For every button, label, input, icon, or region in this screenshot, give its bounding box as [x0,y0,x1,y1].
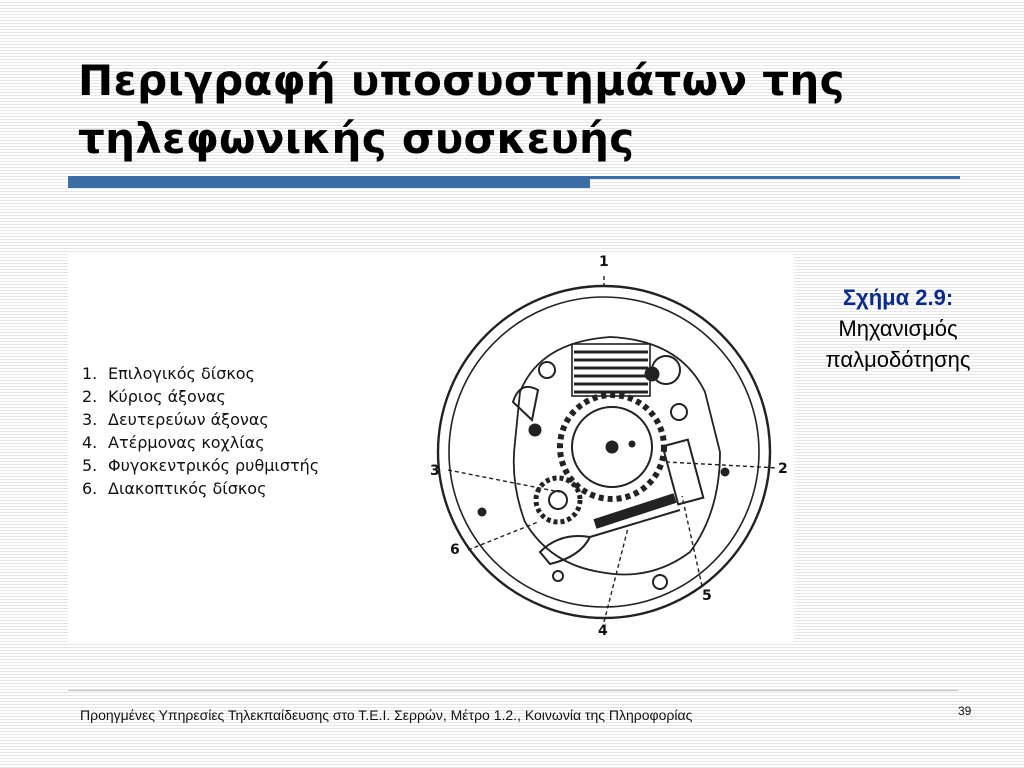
title-underline-thick [68,176,590,188]
figure-caption [800,282,996,375]
secondary-gear [536,478,580,522]
mechanism-plate [514,337,720,575]
footer-divider [68,690,958,691]
legend-item: 6. Διακοπτικός δίσκος [82,479,267,498]
caption-label: Σχήμα 2.9: [842,285,954,310]
slide-title-line-1: Περιγραφή υποσυστημάτων της [78,56,845,105]
legend-item: 4. Ατέρμονας κοχλίας [82,433,265,452]
centrifugal-governor [663,440,704,505]
footer-text: Προηγμένες Υπηρεσίες Τηλεκπαίδευσης στο Τ.Ε.Ι. Σερρών, Μέτρο 1.2., Κοινωνία της Πληροφορίας [80,707,693,723]
dial-mechanism-diagram [420,252,794,642]
caption-line-1: Μηχανισμός [838,316,958,341]
page-number: 39 [958,704,972,718]
legend-item: 5. Φυγοκεντρικός ρυθμιστής [82,456,320,475]
parts-legend [82,362,319,500]
caption-line-2: παλμοδότησης [825,347,971,372]
callout-6: 6 [450,542,460,558]
callout-5: 5 [702,588,712,604]
figure-panel [68,252,794,642]
callout-3: 3 [430,463,440,479]
callout-2: 2 [778,461,788,477]
slide-title [78,52,978,168]
callout-4: 4 [598,623,608,639]
title-underline-thin [590,176,960,179]
legend-item: 1. Επιλογικός δίσκος [82,364,255,383]
legend-item: 3. Δευτερεύων άξονας [82,410,269,429]
callout-1: 1 [599,254,609,270]
slide-title-line-2: τηλεφωνικής συσκευής [78,114,635,163]
worm-screw [595,498,675,524]
legend-item: 2. Κύριος άξονας [82,387,226,406]
